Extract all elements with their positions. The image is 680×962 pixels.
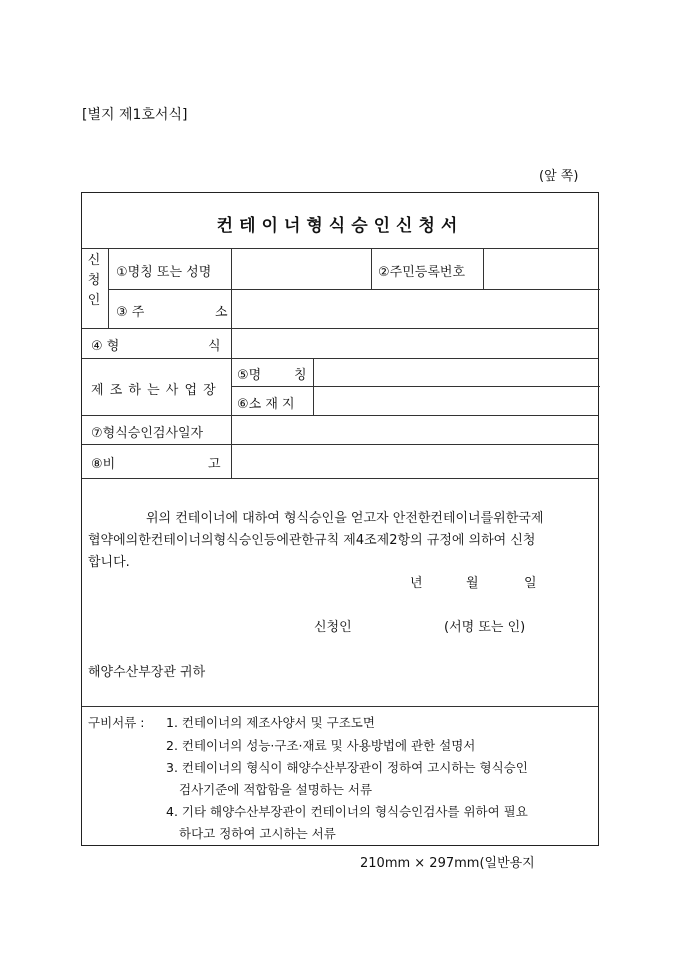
body-line-1: 위의 컨테이너에 대하여 형식승인을 얻고자 안전한컨테이너를위한국제 xyxy=(146,511,544,526)
divider xyxy=(232,386,600,387)
date-day: 일 xyxy=(524,576,537,591)
doc-item-cont: 검사기준에 적합함을 설명하는 서류 xyxy=(179,782,373,797)
form-title: 컨테이너형식승인신청서 xyxy=(216,216,464,236)
remarks-label: ⑧비 xyxy=(91,457,116,472)
manufacturer-name-label-end: 칭 xyxy=(294,368,307,383)
divider xyxy=(82,706,598,707)
divider xyxy=(82,328,598,329)
address-label: ③ 주 xyxy=(116,305,145,320)
doc-item: 3. 컨테이너의 형식이 해양수산부장관이 정하여 고시하는 형식승인 xyxy=(166,760,528,775)
type-label-end: 식 xyxy=(208,339,221,354)
divider xyxy=(82,415,598,416)
divider xyxy=(483,248,484,289)
divider xyxy=(313,358,314,415)
manufacturer-name-label: ⑤명 xyxy=(237,368,262,383)
inspection-date-label: ⑦형식승인검사일자 xyxy=(91,426,204,441)
docs-label: 구비서류 : xyxy=(88,715,145,730)
signature-note: (서명 또는 인) xyxy=(444,620,526,635)
doc-item-cont: 하다고 정하여 고시하는 서류 xyxy=(179,826,336,841)
body-line-2: 협약에의한컨테이너의형식승인등에관한규칙 제4조제2항의 규정에 의하여 신청 xyxy=(88,533,536,548)
manufacturer-location-label: ⑥소 재 지 xyxy=(237,397,295,412)
doc-item: 2. 컨테이너의 성능·구조·재료 및 사용방법에 관한 설명서 xyxy=(166,738,476,753)
doc-item: 4. 기타 해양수산부장관이 컨테이너의 형식승인검사를 위하여 필요 xyxy=(166,804,528,819)
page-side-label: (앞 쪽) xyxy=(539,169,579,184)
doc-item: 1. 컨테이너의 제조사양서 및 구조도면 xyxy=(166,715,375,730)
remarks-label-end: 고 xyxy=(208,457,221,472)
manufacturer-label: 제 조 하 는 사 업 장 xyxy=(91,383,217,398)
date-year: 년 xyxy=(410,576,423,591)
divider xyxy=(82,248,598,249)
resident-number-label: ②주민등록번호 xyxy=(378,265,466,280)
paper-size-note: 210mm × 297mm(일반용지 xyxy=(360,856,535,871)
divider xyxy=(82,358,598,359)
divider xyxy=(82,478,598,479)
divider xyxy=(231,248,232,478)
applicant-label: 신청인 xyxy=(87,253,101,308)
divider xyxy=(108,248,109,328)
addressee: 해양수산부장관 귀하 xyxy=(88,665,206,680)
divider xyxy=(371,248,372,289)
body-line-3: 합니다. xyxy=(88,555,130,570)
divider xyxy=(82,444,598,445)
address-label-end: 소 xyxy=(215,305,228,320)
application-form xyxy=(81,192,599,846)
date-month: 월 xyxy=(466,576,479,591)
form-number-label: [별지 제1호서식] xyxy=(82,107,188,123)
divider xyxy=(108,289,600,290)
name-label: ①명칭 또는 성명 xyxy=(116,265,212,280)
type-label: ④ 형 xyxy=(91,339,120,354)
applicant-sign-label: 신청인 xyxy=(314,620,352,635)
